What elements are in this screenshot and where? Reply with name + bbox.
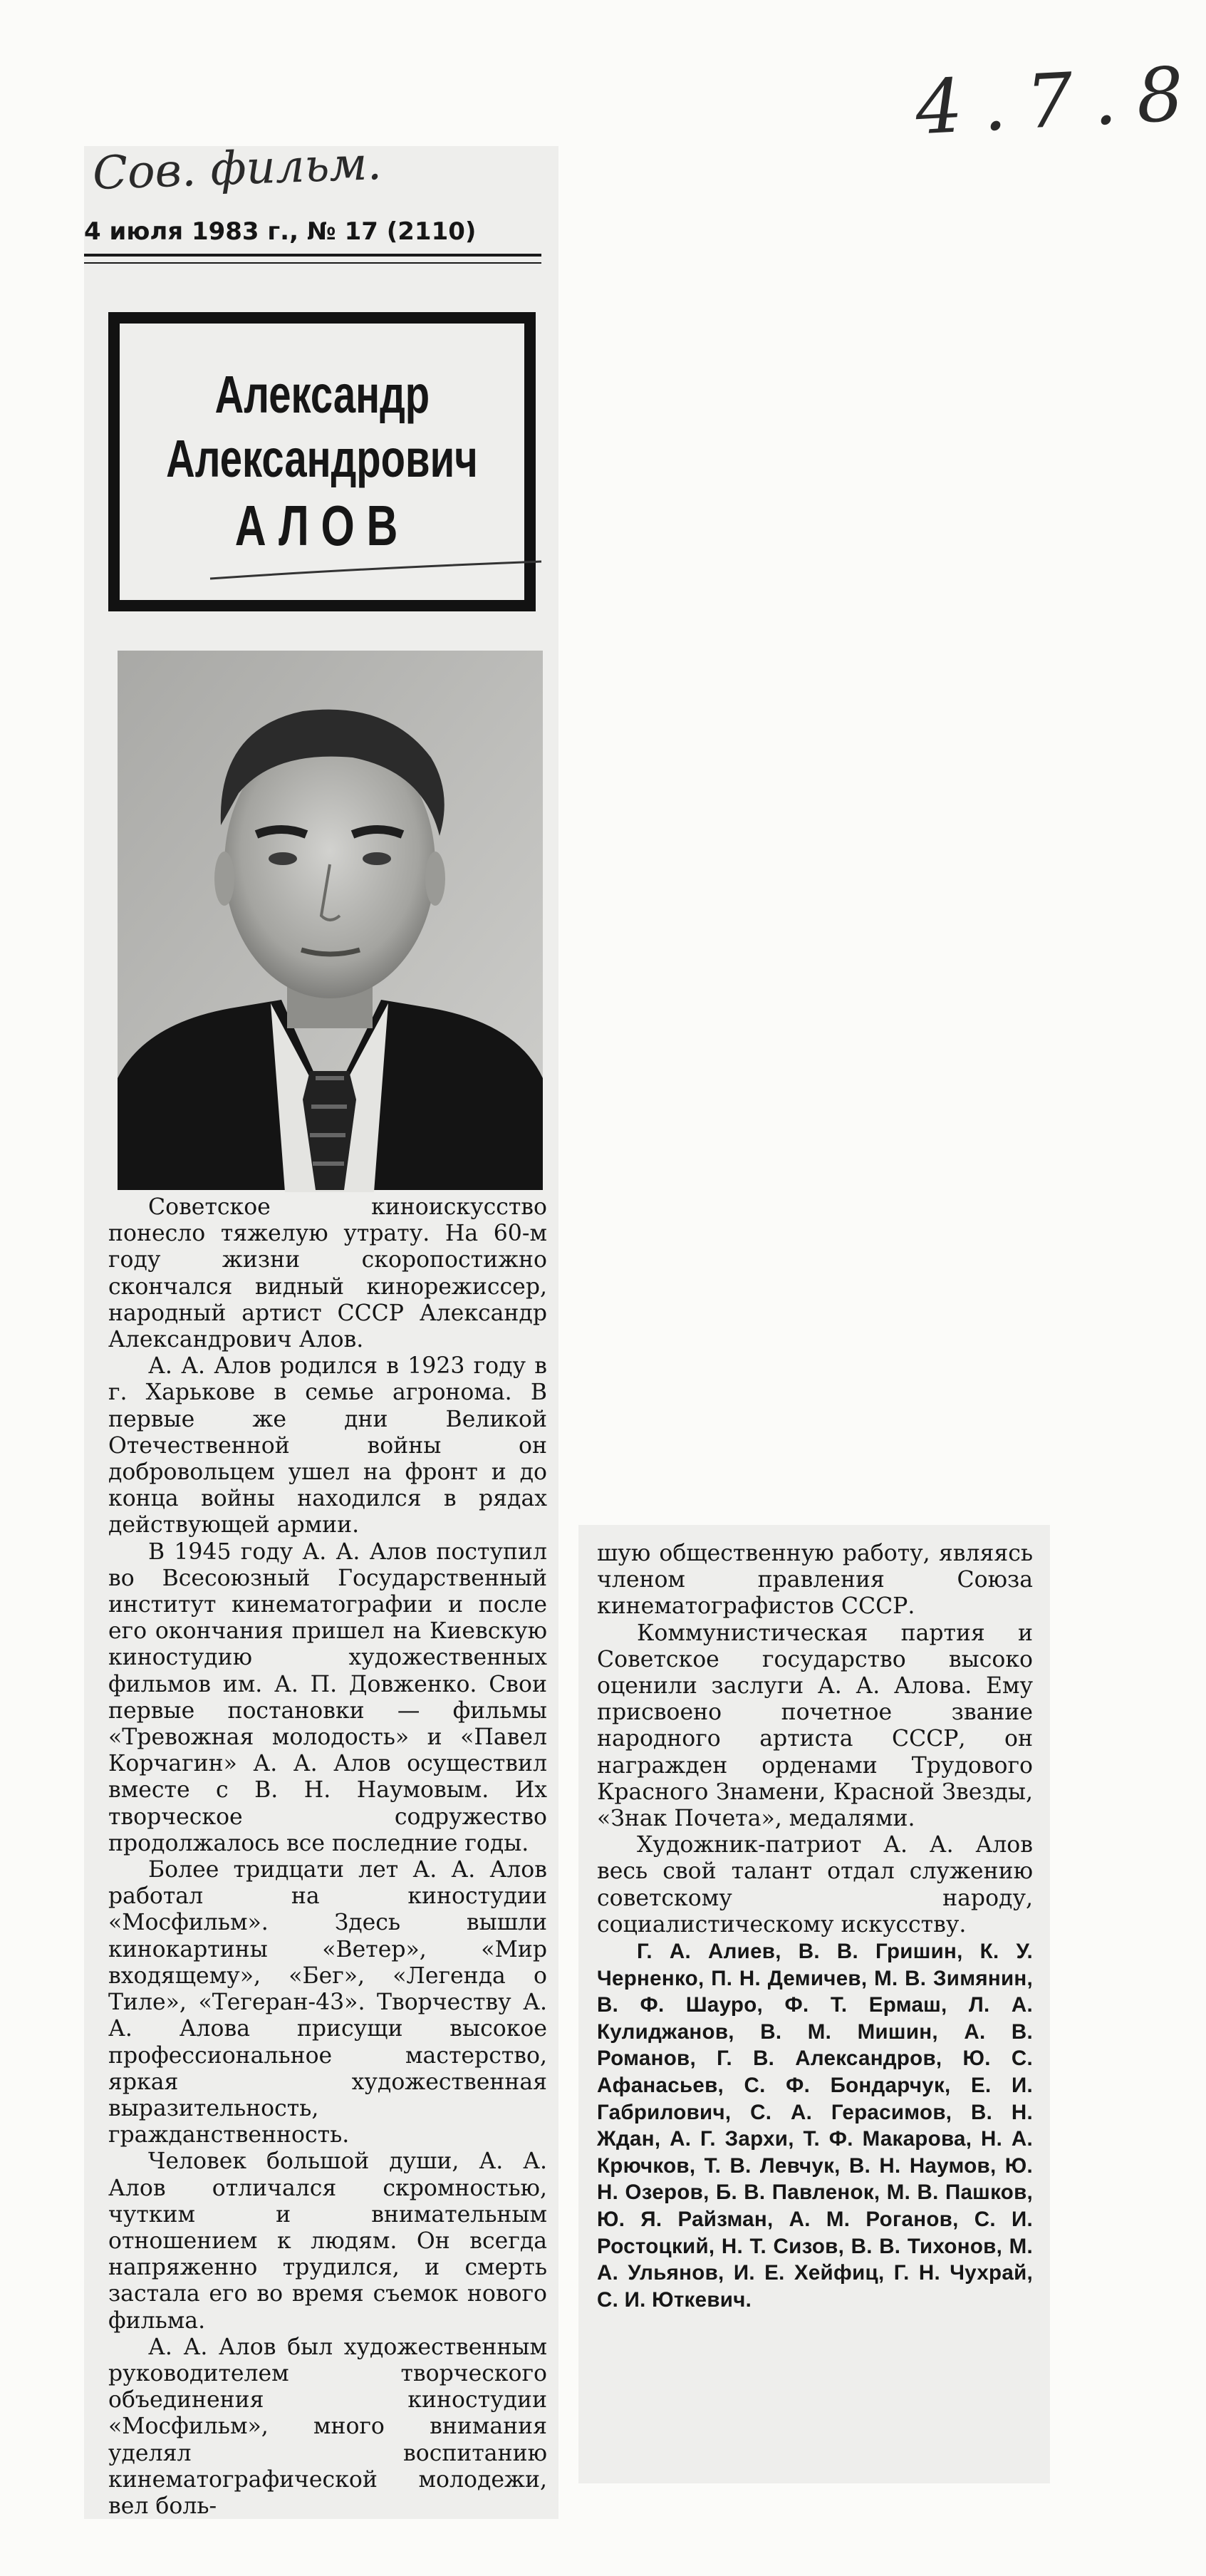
handwritten-date-note: 4.7.8 <box>913 49 1206 152</box>
article-paragraph: Художник-патриот А. А. Алов весь свой талант отдал служению советскому народу, социалистическому искусству. <box>597 1832 1033 1938</box>
header-rule-thin <box>84 262 541 264</box>
article-left-column <box>108 1194 547 2520</box>
article-paragraph: А. А. Алов родился в 1923 году в г. Харькове в семье агронома. В первые же дни Великой Отечественной войны он добровольцем ушел на фронт и до конца войны находился в рядах действующей армии. <box>108 1353 547 1538</box>
pen-stroke-mark <box>207 557 549 586</box>
handwritten-source-note: Сов. фильм. <box>91 137 383 201</box>
header-rule <box>84 254 541 257</box>
signatories-list: Г. А. Алиев, В. В. Гришин, К. У. Черненко, П. Н. Демичев, М. В. Зимянин, В. Ф. Шауро, Ф. Т. Ермаш, Л. А. Кулиджанов, В. М. Мишин, А. В. Романов, Г. В. Александров, Ю. С. Афанасьев, С. Ф. Бондарчук, Е. И. Габрилович, С. А. Герасимов, В. Н. Ждан, А. Г. Зархи, Т. Ф. Макарова, Н. А. Крючков, Т. В. Левчук, В. Н. Наумов, Ю. Н. Озеров, Б. В. Павленок, М. В. Пашков, Ю. Я. Райзман, А. М. Роганов, С. И. Ростоцкий, Н. Т. Сизов, В. В. Тихонов, М. А. Ульянов, И. Е. Хейфиц, Г. Н. Чухрай, С. И. Юткевич. <box>597 1940 1033 2312</box>
article-paragraph: А. А. Алов был художественным руководителем творческого объединения киностудии «Мосфильм», много внимания уделял воспитанию кинематографической молодежи, вел боль- <box>108 2334 547 2519</box>
issue-dateline: 4 июля 1983 г., № 17 (2110) <box>84 217 477 246</box>
portrait-photo <box>118 651 543 1190</box>
article-paragraph-continuation: шую общественную работу, являясь членом правления Союза кинематографистов СССР. <box>597 1541 1033 1620</box>
article-paragraph: Человек большой души, А. А. Алов отличался скромностью, чутким и внимательным отношением к людям. Он всегда напряженно трудился, и смерть застала его во время съемок нового фильма. <box>108 2148 547 2334</box>
article-paragraph: Более тридцати лет А. А. Алов работал на киностудии «Мосфильм». Здесь вышли кинокартины «Ветер», «Мир входящему», «Бег», «Легенда о Тиле», «Тегеран-43». Творчеству А. А. Алова присущи высокое профессиональное мастерство, яркая художественная выразительность, гражданственность. <box>108 1857 547 2148</box>
patronymic: Александрович <box>166 429 478 489</box>
article-paragraph: Коммунистическая партия и Советское государство высоко оценили заслуги А. А. Алова. Ему присвоено почетное звание народного артиста СССР, он награжден орденами Трудового Красного Знамени, Красной Звезды, «Знак Почета», медалями. <box>597 1620 1033 1832</box>
article-paragraph: Советское киноискусство понесло тяжелую утрату. На 60-м году жизни скоропостижно скончался видный кинорежиссер, народный артист СССР Александр Александрович Алов. <box>108 1194 547 1353</box>
article-paragraph: В 1945 году А. А. Алов поступил во Всесоюзный Государственный институт кинематографии и после его окончания пришел на Киевскую киностудию художественных фильмов им. А. П. Довженко. Свои первые постановки — фильмы «Тревожная молодость» и «Павел Корчагин» А. А. Алов осуществил вместе с В. Н. Наумовым. Их творческое содружество продолжалось все последние годы. <box>108 1538 547 1856</box>
article-right-column <box>597 1541 1033 2313</box>
first-name: Александр <box>214 364 430 424</box>
surname: АЛОВ <box>234 494 410 558</box>
